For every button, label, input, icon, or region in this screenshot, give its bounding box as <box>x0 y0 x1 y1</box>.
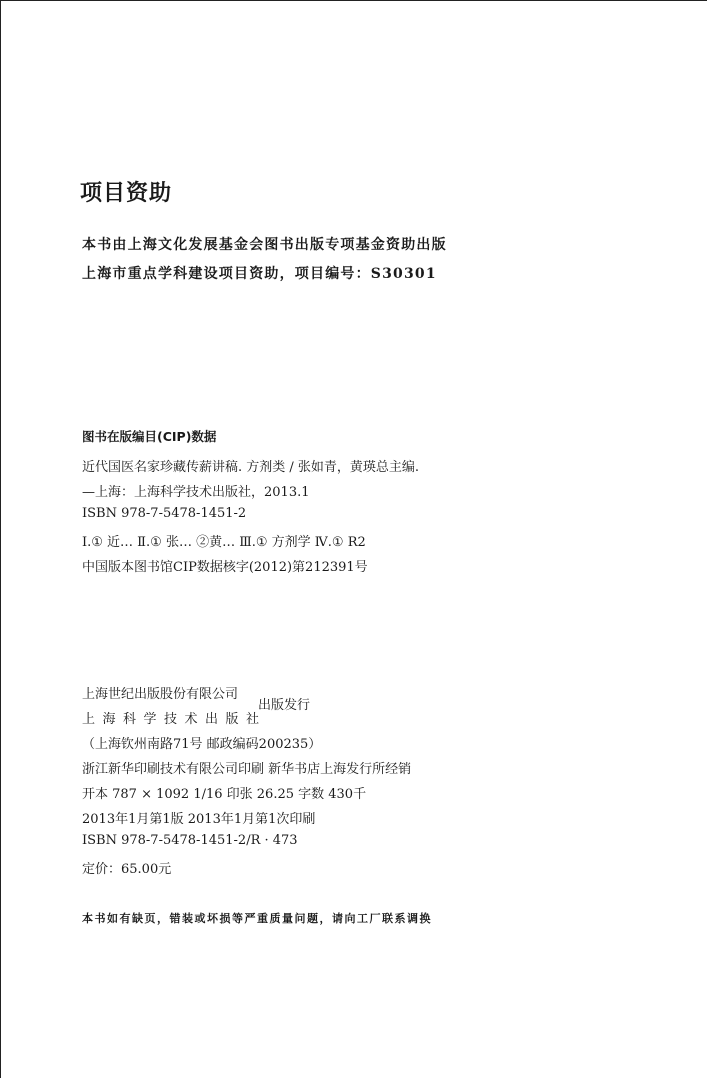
cip-line-3: ISBN 978-7-5478-1451-2 <box>82 506 247 521</box>
cip-line-2: —上海：上海科学技术出版社，2013.1 <box>82 485 310 500</box>
defect-notice: 本书如有缺页，错装或坏损等严重质量问题，请向工厂联系调换 <box>82 912 432 925</box>
cip-line-1: 近代国医名家珍藏传薪讲稿. 方剂类 / 张如青，黄瑛总主编. <box>82 460 420 475</box>
funding-line-2: 上海市重点学科建设项目资助，项目编号：S30301 <box>82 266 437 282</box>
distribution-label: 出版发行 <box>258 698 311 713</box>
publisher-address: （上海钦州南路71号 邮政编码200235） <box>82 737 322 752</box>
cip-heading: 图书在版编目(CIP)数据 <box>82 429 217 444</box>
publisher-2: 上海科学技术出版社 <box>82 712 267 727</box>
format-line: 开本 787 × 1092 1/16 印张 26.25 字数 430千 <box>82 787 367 802</box>
printer-line: 浙江新华印刷技术有限公司印刷 新华书店上海发行所经销 <box>82 762 412 777</box>
price-line: 定价：65.00元 <box>82 862 172 877</box>
cip-line-4: Ⅰ.① 近… Ⅱ.① 张… ②黄… Ⅲ.① 方剂学 Ⅳ.① R2 <box>82 535 366 550</box>
cip-line-5: 中国版本图书馆CIP数据核字(2012)第212391号 <box>82 560 368 575</box>
funding-title: 项目资助 <box>80 180 173 206</box>
edition-line: 2013年1月第1版 2013年1月第1次印刷 <box>82 812 316 827</box>
isbn-line: ISBN 978-7-5478-1451-2/R · 473 <box>82 833 298 848</box>
publisher-1: 上海世纪出版股份有限公司 <box>82 687 239 702</box>
funding-line-1: 本书由上海文化发展基金会图书出版专项基金资助出版 <box>82 237 447 253</box>
